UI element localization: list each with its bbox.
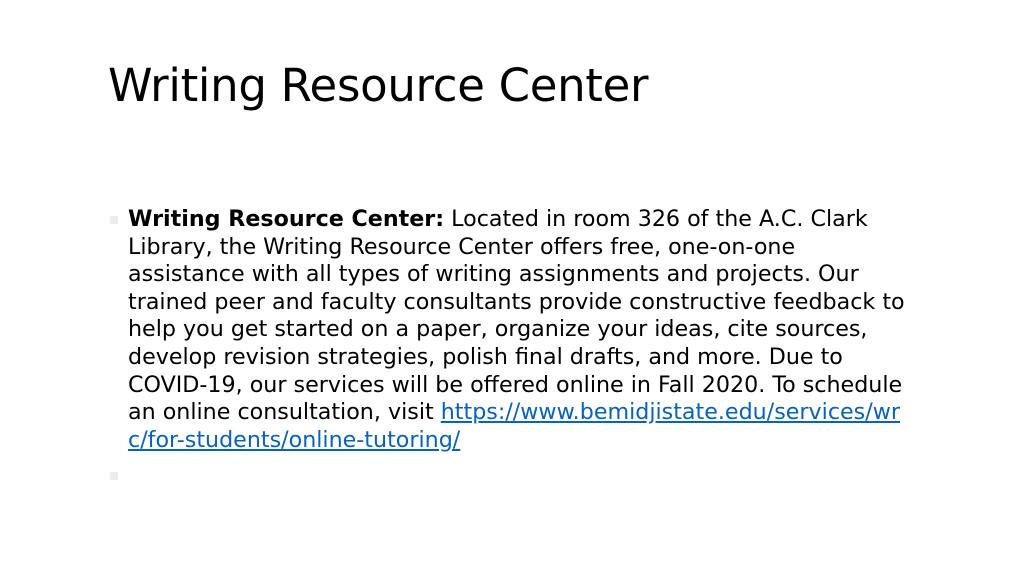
item-lead: Writing Resource Center: bbox=[128, 206, 445, 232]
empty-list-item bbox=[110, 462, 910, 490]
bullet-marker-icon bbox=[110, 216, 118, 224]
item-description: Located in room 326 of the A.C. Clark Library, the Writing Resource Center offers free, one-on-one assistance with all types of writing assignments and projects. Our trained peer and faculty consultants provide constructive feedback to help you get started on a paper, organize your ideas, cite sources, develop revision strategies, polish final drafts, and more. Due to COVID-19, our services will be offered online in Fall 2020. To schedule an online consultation, visit bbox=[128, 206, 905, 426]
online-tutoring-link[interactable]: https://www.bemidjistate.edu/services/wrc/for-students/online-tutoring/ bbox=[128, 399, 900, 453]
bullet-marker-icon bbox=[110, 472, 118, 480]
slide-body bbox=[110, 206, 910, 490]
slide-title: Writing Resource Center bbox=[108, 59, 649, 112]
list-item bbox=[110, 206, 910, 454]
